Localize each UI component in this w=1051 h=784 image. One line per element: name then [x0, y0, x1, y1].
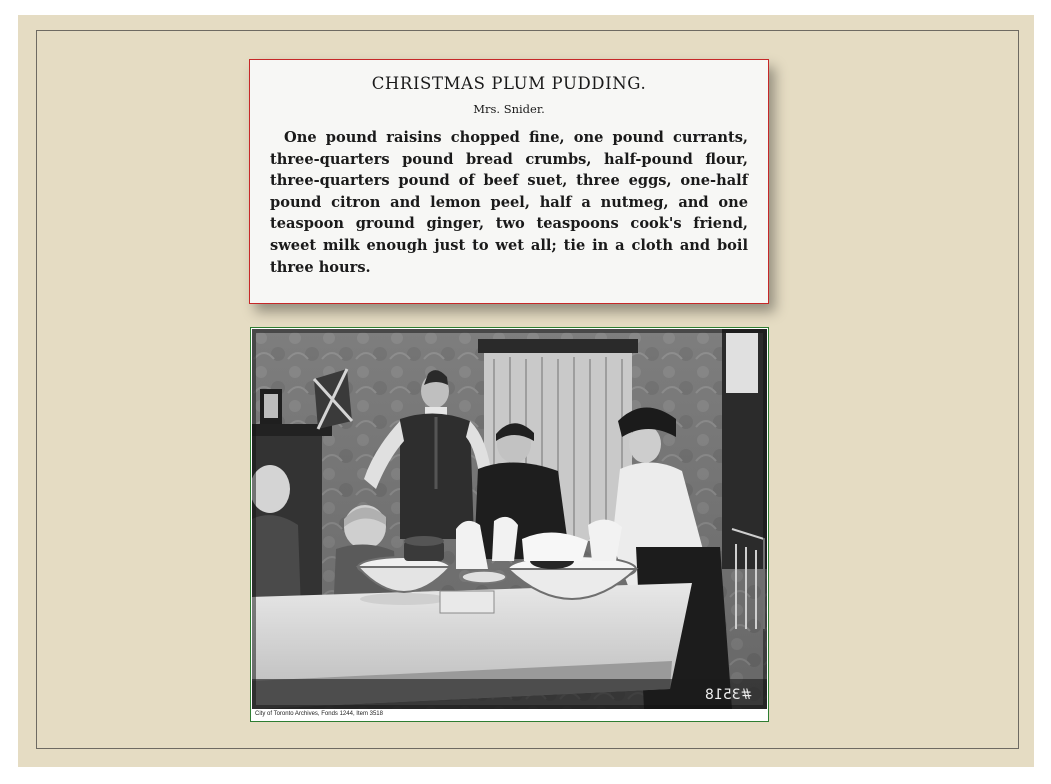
archive-photo-frame: [250, 327, 769, 722]
recipe-text: One pound raisins chopped fine, one pound currants, three-quarters pound bread crumbs, half-pound flour, three-quarters pound of beef suet, three eggs, one-half pound citron and lemon peel, half a nutmeg, and one teaspoon ground ginger, two teaspoons cook's friend, sweet milk enough just to wet all; tie in a cloth and boil three hours.: [270, 129, 748, 276]
negative-number-label: [703, 684, 763, 704]
recipe-title: CHRISTMAS PLUM PUDDING.: [371, 74, 647, 93]
photo-credit-caption: City of Toronto Archives, Fonds 1244, Item 3518: [255, 711, 383, 717]
recipe-clipping: [249, 59, 769, 304]
svg-text:#3518: #3518: [705, 687, 753, 703]
recipe-author: Mrs. Snider.: [473, 102, 545, 116]
family-pudding-photo: [252, 329, 767, 709]
